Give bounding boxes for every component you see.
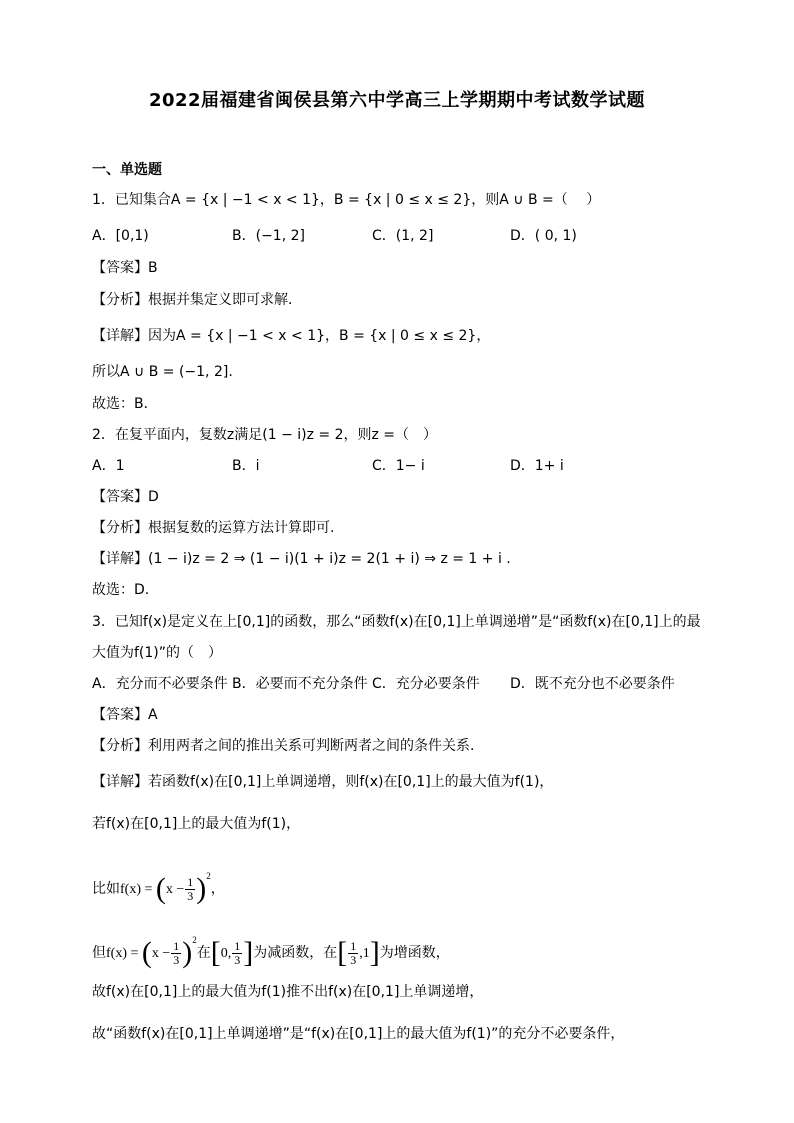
right-bracket-1: ] <box>243 936 254 969</box>
fraction-one-third-2 <box>171 940 181 967</box>
interval1-fraction <box>232 940 242 967</box>
q3-answer: 【答案】A <box>92 707 158 723</box>
q2-option-b: B．i <box>232 458 260 474</box>
but-prefix: 但 <box>92 945 106 961</box>
exponent-2: 2 <box>192 935 197 945</box>
q3-conclude-2: 故“函数f(x)在[0,1]上单调递增”是“f(x)在[0,1]上的最大值为f(1)”的充分不必要条件， <box>92 1026 625 1042</box>
right-paren-2: ) <box>182 936 193 969</box>
q2-analysis: 【分析】根据复数的运算方法计算即可. <box>92 520 335 536</box>
left-bracket-1: [ <box>210 936 221 969</box>
but-mid1: 在 <box>196 945 211 961</box>
interval2-den: 3 <box>350 952 357 967</box>
q1-option-a: A．[0,1) <box>92 228 149 244</box>
left-paren-2: ( <box>141 936 152 969</box>
example-prefix: 比如 <box>92 881 120 897</box>
q3-option-c: C．充分必要条件 <box>372 676 480 692</box>
q1-option-d: D．( 0, 1) <box>510 228 577 244</box>
q1-option-c: C．(1, 2] <box>372 228 434 244</box>
fraction-numerator-2: 1 <box>173 938 180 953</box>
q3-option-a: A．充分而不必要条件 <box>92 676 228 692</box>
q2-answer: 【答案】D <box>92 489 159 505</box>
q3-option-b: B．必要而不充分条件 <box>232 676 368 692</box>
interval1-den: 3 <box>234 952 241 967</box>
but-mid2: 为减函数，在 <box>253 945 338 961</box>
q1-answer: 【答案】B <box>92 260 158 276</box>
q1-detail-line2: 所以A ∪ B = (−1, 2]. <box>92 364 233 380</box>
q3-conclude-1: 故f(x)在[0,1]上的最大值为f(1)推不出f(x)在[0,1]上单调递增， <box>92 984 484 1000</box>
fraction-numerator: 1 <box>187 874 194 889</box>
q2-detail: 【详解】(1 − i)z = 2 ⇒ (1 − i)(1 + i)z = 2(1 + i) ⇒ z = 1 + i . <box>92 551 511 567</box>
q3-but-line <box>92 930 450 967</box>
but-fx: f(x) = <box>106 946 142 961</box>
q3-analysis: 【分析】利用两者之间的推出关系可判断两者之间的条件关系. <box>92 738 475 754</box>
q3-example-line <box>92 866 225 903</box>
left-paren: ( <box>155 872 166 905</box>
example-inner: x − <box>165 882 185 897</box>
interval2-fraction <box>348 940 358 967</box>
q1-detail: 【详解】因为A = {x | −1 < x < 1}，B = {x | 0 ≤ x ≤ 2}， <box>92 328 491 344</box>
section-heading: 一、单选题 <box>92 162 162 178</box>
right-bracket-2: ] <box>369 936 380 969</box>
q2-choose: 故选：D. <box>92 582 150 598</box>
q2-option-a: A．1 <box>92 458 125 474</box>
right-paren: ) <box>196 872 207 905</box>
page-title: 2022届福建省闽侯县第六中学高三上学期期中考试数学试题 <box>148 90 646 111</box>
q1-choose: 故选：B． <box>92 396 158 412</box>
left-bracket-2: [ <box>337 936 348 969</box>
fraction-denominator: 3 <box>187 888 194 903</box>
interval2-num: 1 <box>350 938 357 953</box>
interval1-num: 1 <box>234 938 241 953</box>
example-suffix: ， <box>210 881 225 897</box>
q2-stem: 2．在复平面内，复数z满足(1 − i)z = 2，则z =（ ） <box>92 427 438 443</box>
fraction-one-third <box>185 876 195 903</box>
q3-option-d: D．既不充分也不必要条件 <box>510 676 675 692</box>
but-suffix: 为增函数， <box>379 945 450 961</box>
interval2-tail: ,1 <box>359 946 370 961</box>
example-fx: f(x) = <box>120 882 156 897</box>
q2-option-d: D．1+ i <box>510 458 564 474</box>
exponent: 2 <box>206 871 211 881</box>
q2-option-c: C．1− i <box>372 458 425 474</box>
q1-option-b: B．(−1, 2] <box>232 228 305 244</box>
q3-detail-line-if: 若f(x)在[0,1]上的最大值为f(1)， <box>92 816 301 832</box>
q3-detail: 【详解】若函数f(x)在[0,1]上单调递增，则f(x)在[0,1]上的最大值为f(1)， <box>92 774 554 790</box>
q1-stem: 1．已知集合A = {x | −1 < x < 1}，B = {x | 0 ≤ x ≤ 2}，则A ∪ B =（ ） <box>92 192 601 208</box>
fraction-denominator-2: 3 <box>173 952 180 967</box>
q3-stem-line2: 大值为f(1)”的（ ） <box>92 645 223 661</box>
interval1-lead: 0, <box>220 946 232 961</box>
q3-stem-line1: 3．已知f(x)是定义在上[0,1]的函数，那么“函数f(x)在[0,1]上单调递增”是“函数f(x)在[0,1]上的最 <box>92 614 701 630</box>
but-inner: x − <box>151 946 171 961</box>
q1-analysis: 【分析】根据并集定义即可求解． <box>92 292 302 308</box>
